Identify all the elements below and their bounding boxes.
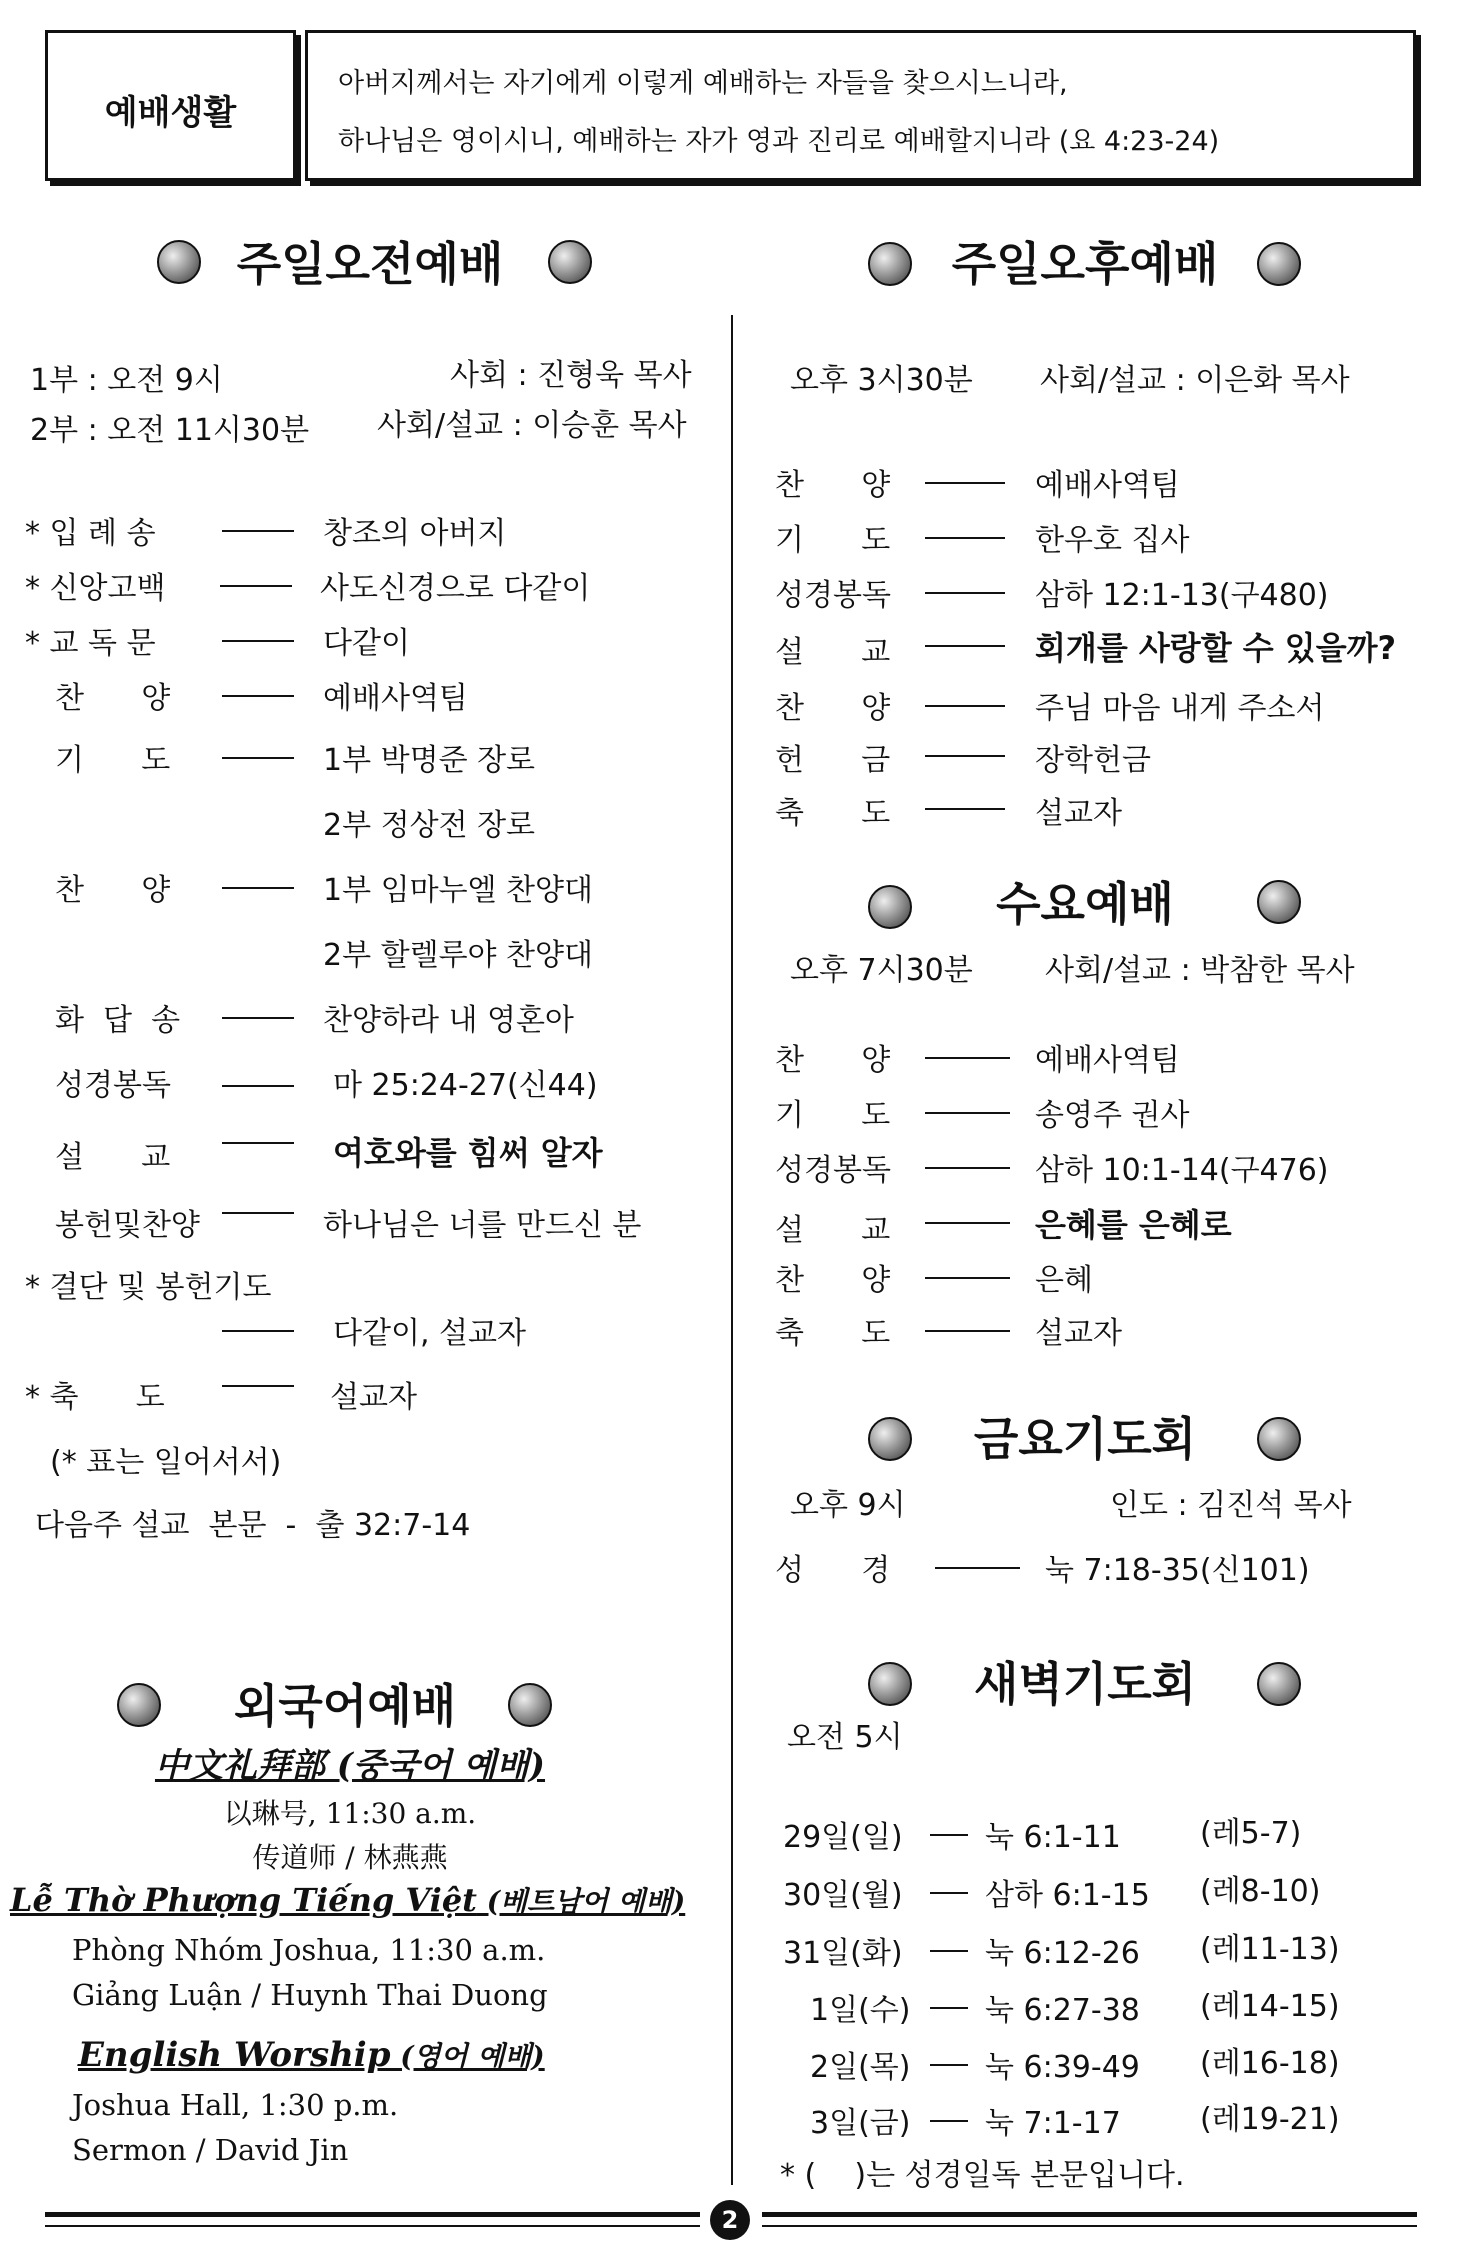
- pm-item-value: 주님 마음 내게 주소서: [1035, 691, 1325, 726]
- dawn-day: 29일(일): [783, 1820, 903, 1855]
- am-item-label: * 입 례 송: [25, 516, 156, 551]
- bullet-ball-icon: [508, 1683, 552, 1727]
- pm-item-label: 성경봉독: [775, 578, 891, 613]
- footer-rule-left: [45, 2212, 700, 2217]
- pm-item-value: 삼하 12:1-13(구480): [1035, 578, 1329, 613]
- dash-line: [925, 482, 1005, 484]
- dawn-day: 1일(수): [810, 1993, 911, 2028]
- vietnamese-title-text: Lễ Thờ Phượng Tiếng Việt: [10, 1881, 477, 1919]
- dawn-text: 삼하 6:1-15: [985, 1878, 1150, 1913]
- bullet-ball-icon: [868, 242, 912, 286]
- dawn-reading: (레8-10): [1200, 1874, 1321, 1909]
- header-verse-box: [305, 30, 1416, 181]
- service2-time: 2부 : 오전 11시30분: [30, 413, 310, 448]
- wed-item-value: 송영주 권사: [1035, 1098, 1190, 1133]
- bullet-ball-icon: [868, 1417, 912, 1461]
- vietnamese-title-korean: (베트남어 예배): [476, 1885, 686, 1918]
- dash-line: [222, 1212, 294, 1214]
- dash-line: [930, 1834, 968, 1836]
- dash-line: [222, 1385, 294, 1387]
- wed-item-label: 설 교: [775, 1213, 891, 1248]
- am-item-label: 기 도: [55, 743, 171, 778]
- pm-item-label: 설 교: [775, 635, 891, 670]
- dawn-day: 3일(금): [810, 2106, 911, 2141]
- dash-line: [222, 1142, 294, 1144]
- dawn-text: 눅 6:1-11: [985, 1820, 1121, 1855]
- dash-line: [925, 1057, 1010, 1059]
- header-verse-line1: 아버지께서는 자기에게 이렇게 예배하는 자들을 찾으시느니라,: [338, 68, 1068, 99]
- pm-sermon-title: 회개를 사랑할 수 있을까?: [1035, 629, 1397, 667]
- wed-leader: 사회/설교 : 박참한 목사: [1045, 953, 1355, 988]
- foreign-title: 외국어예배: [233, 1679, 457, 1733]
- wed-item-label: 찬 양: [775, 1043, 891, 1078]
- wed-item-label: 찬 양: [775, 1263, 891, 1298]
- am-sermon-title: 여호와를 힘써 알자: [333, 1134, 603, 1172]
- dawn-time: 오전 5시: [787, 1720, 903, 1755]
- dawn-text: 눅 7:1-17: [985, 2106, 1121, 2141]
- am-item-value: 1부 박명준 장로: [323, 743, 536, 778]
- pm-item-value: 한우호 집사: [1035, 523, 1190, 558]
- pm-leader: 사회/설교 : 이은화 목사: [1040, 363, 1350, 398]
- am-item-value: 다같이, 설교자: [333, 1316, 526, 1351]
- am-item-value: 예배사역팀: [323, 681, 468, 716]
- dash-line: [222, 695, 294, 697]
- dash-line: [220, 585, 292, 587]
- am-item-label: * 교 독 문: [25, 626, 156, 661]
- vietnamese-line2: Giảng Luận / Huynh Thai Duong: [72, 1978, 548, 2012]
- friday-title: 금요기도회: [973, 1412, 1197, 1466]
- am-item-value: 찬양하라 내 영혼아: [323, 1003, 574, 1038]
- wednesday-title: 수요예배: [996, 877, 1174, 931]
- dawn-day: 31일(화): [783, 1936, 903, 1971]
- english-service-title: [78, 2035, 545, 2075]
- pm-item-value: 장학헌금: [1035, 743, 1151, 778]
- wed-item-value: 설교자: [1035, 1316, 1122, 1351]
- dash-line: [925, 1277, 1010, 1279]
- dash-line: [935, 1567, 1020, 1569]
- am-item-value: 설교자: [330, 1380, 417, 1415]
- pm-time: 오후 3시30분: [790, 363, 973, 398]
- wed-item-label: 축 도: [775, 1316, 891, 1351]
- dawn-reading: (레19-21): [1200, 2102, 1340, 2137]
- fri-scripture: 눅 7:18-35(신101): [1045, 1553, 1310, 1588]
- dash-line: [925, 808, 1005, 810]
- dawn-note: * ( )는 성경일독 본문입니다.: [780, 2158, 1185, 2193]
- footer-rule-right-thin: [762, 2225, 1417, 2227]
- english-title-text: English Worship: [78, 2035, 391, 2075]
- wed-item-label: 기 도: [775, 1098, 891, 1133]
- dash-line: [925, 1222, 1010, 1224]
- dash-line: [222, 1085, 294, 1087]
- am-item-value2: 2부 정상전 장로: [323, 808, 536, 843]
- dash-line: [925, 537, 1005, 539]
- dash-line: [222, 887, 294, 889]
- dash-line: [222, 640, 294, 642]
- bullet-ball-icon: [1257, 1662, 1301, 1706]
- dawn-reading: (레14-15): [1200, 1989, 1340, 2024]
- bullet-ball-icon: [868, 1662, 912, 1706]
- pm-item-label: 기 도: [775, 523, 891, 558]
- dash-line: [930, 2064, 968, 2066]
- am-item-value: 창조의 아버지: [323, 516, 507, 551]
- bullet-ball-icon: [1257, 1417, 1301, 1461]
- sunday-morning-title: 주일오전예배: [236, 237, 504, 291]
- dash-line: [222, 1017, 294, 1019]
- fri-time: 오후 9시: [790, 1488, 906, 1523]
- dash-line: [930, 1892, 968, 1894]
- standing-note: (* 표는 일어서서): [50, 1445, 282, 1480]
- am-item-label: * 축 도: [25, 1380, 165, 1415]
- am-item-label: 화 답 송: [55, 1003, 181, 1038]
- dawn-text: 눅 6:12-26: [985, 1936, 1140, 1971]
- am-item-label: 봉헌및찬양: [55, 1208, 200, 1243]
- pm-item-label: 찬 양: [775, 468, 891, 503]
- service2-leader: 사회/설교 : 이승훈 목사: [377, 408, 687, 443]
- bullet-ball-icon: [1257, 880, 1301, 924]
- am-item-label: 설 교: [55, 1140, 171, 1175]
- dawn-text: 눅 6:27-38: [985, 1993, 1140, 2028]
- sunday-afternoon-title: 주일오후예배: [951, 237, 1219, 291]
- header-verse-line2: 하나님은 영이시니, 예배하는 자가 영과 진리로 예배할지니라 (요 4:23-24): [338, 126, 1220, 157]
- wed-sermon-title: 은혜를 은혜로: [1035, 1206, 1232, 1244]
- dawn-reading: (레16-18): [1200, 2046, 1340, 2081]
- english-line1: Joshua Hall, 1:30 p.m.: [72, 2088, 399, 2122]
- bullet-ball-icon: [868, 885, 912, 929]
- dash-line: [925, 755, 1005, 757]
- dash-line: [925, 1167, 1010, 1169]
- english-title-korean: (영어 예배): [390, 2040, 545, 2073]
- header-title-box: [45, 30, 296, 181]
- am-item-value: 1부 임마누엘 찬양대: [323, 873, 593, 908]
- footer-rule-right: [762, 2212, 1417, 2217]
- dash-line: [925, 705, 1005, 707]
- am-item-label: 찬 양: [55, 681, 171, 716]
- chinese-line1: 以琳号, 11:30 a.m.: [223, 1797, 477, 1830]
- fri-scripture-label: 성 경: [775, 1553, 891, 1588]
- vietnamese-line1: Phòng Nhóm Joshua, 11:30 a.m.: [72, 1933, 546, 1967]
- bullet-ball-icon: [548, 240, 592, 284]
- dash-line: [925, 1112, 1010, 1114]
- dash-line: [930, 2120, 968, 2122]
- am-item-value: 사도신경으로 다같이: [320, 571, 591, 606]
- pm-item-label: 헌 금: [775, 743, 891, 778]
- vietnamese-service-title: [10, 1880, 685, 1920]
- dawn-reading: (레11-13): [1200, 1932, 1340, 1967]
- am-item-label: 찬 양: [55, 873, 171, 908]
- wed-item-label: 성경봉독: [775, 1153, 891, 1188]
- chinese-service-title: 中文礼拜部 (중국어 예배): [154, 1746, 546, 1786]
- dash-line: [222, 530, 294, 532]
- pm-item-value: 예배사역팀: [1035, 468, 1180, 503]
- am-item-value: 하나님은 너를 만드신 분: [323, 1208, 642, 1243]
- next-sermon: 다음주 설교 본문 - 출 32:7-14: [35, 1508, 471, 1543]
- am-item-label: 성경봉독: [55, 1068, 171, 1103]
- page-number: 2: [710, 2200, 750, 2240]
- bullet-ball-icon: [117, 1683, 161, 1727]
- dash-line: [222, 757, 294, 759]
- bullet-ball-icon: [1257, 242, 1301, 286]
- dash-line: [925, 645, 1005, 647]
- am-item-value: 다같이: [323, 626, 410, 661]
- dash-line: [925, 592, 1005, 594]
- am-item-value2: 2부 할렐루야 찬양대: [323, 938, 593, 973]
- wed-item-value: 은혜: [1035, 1263, 1093, 1298]
- service1-time: 1부 : 오전 9시: [30, 363, 223, 398]
- dawn-reading: (레5-7): [1200, 1816, 1302, 1851]
- wed-time: 오후 7시30분: [790, 953, 973, 988]
- pm-item-label: 찬 양: [775, 691, 891, 726]
- english-line2: Sermon / David Jin: [72, 2133, 349, 2167]
- pm-item-value: 설교자: [1035, 796, 1122, 831]
- bullet-ball-icon: [157, 240, 201, 284]
- dash-line: [930, 2007, 968, 2009]
- dash-line: [925, 1330, 1010, 1332]
- service1-leader: 사회 : 진형욱 목사: [450, 358, 692, 393]
- am-item-value: 마 25:24-27(신44): [333, 1068, 598, 1103]
- dawn-day: 2일(목): [810, 2050, 911, 2085]
- am-item-label: * 신앙고백: [25, 571, 166, 606]
- dash-line: [930, 1950, 968, 1952]
- wed-item-value: 예배사역팀: [1035, 1043, 1180, 1078]
- dawn-day: 30일(월): [783, 1878, 903, 1913]
- column-divider: [731, 315, 733, 2185]
- dawn-text: 눅 6:39-49: [985, 2050, 1140, 2085]
- am-item-label: * 결단 및 봉헌기도: [25, 1270, 272, 1305]
- dawn-title: 새벽기도회: [973, 1657, 1197, 1711]
- fri-leader: 인도 : 김진석 목사: [1110, 1488, 1352, 1523]
- chinese-line2: 传道师 / 林燕燕: [252, 1841, 448, 1874]
- wed-item-value: 삼하 10:1-14(구476): [1035, 1153, 1329, 1188]
- dash-line: [222, 1330, 294, 1332]
- footer-rule-left-thin: [45, 2225, 700, 2227]
- pm-item-label: 축 도: [775, 796, 891, 831]
- header-title: 예배생활: [104, 93, 237, 133]
